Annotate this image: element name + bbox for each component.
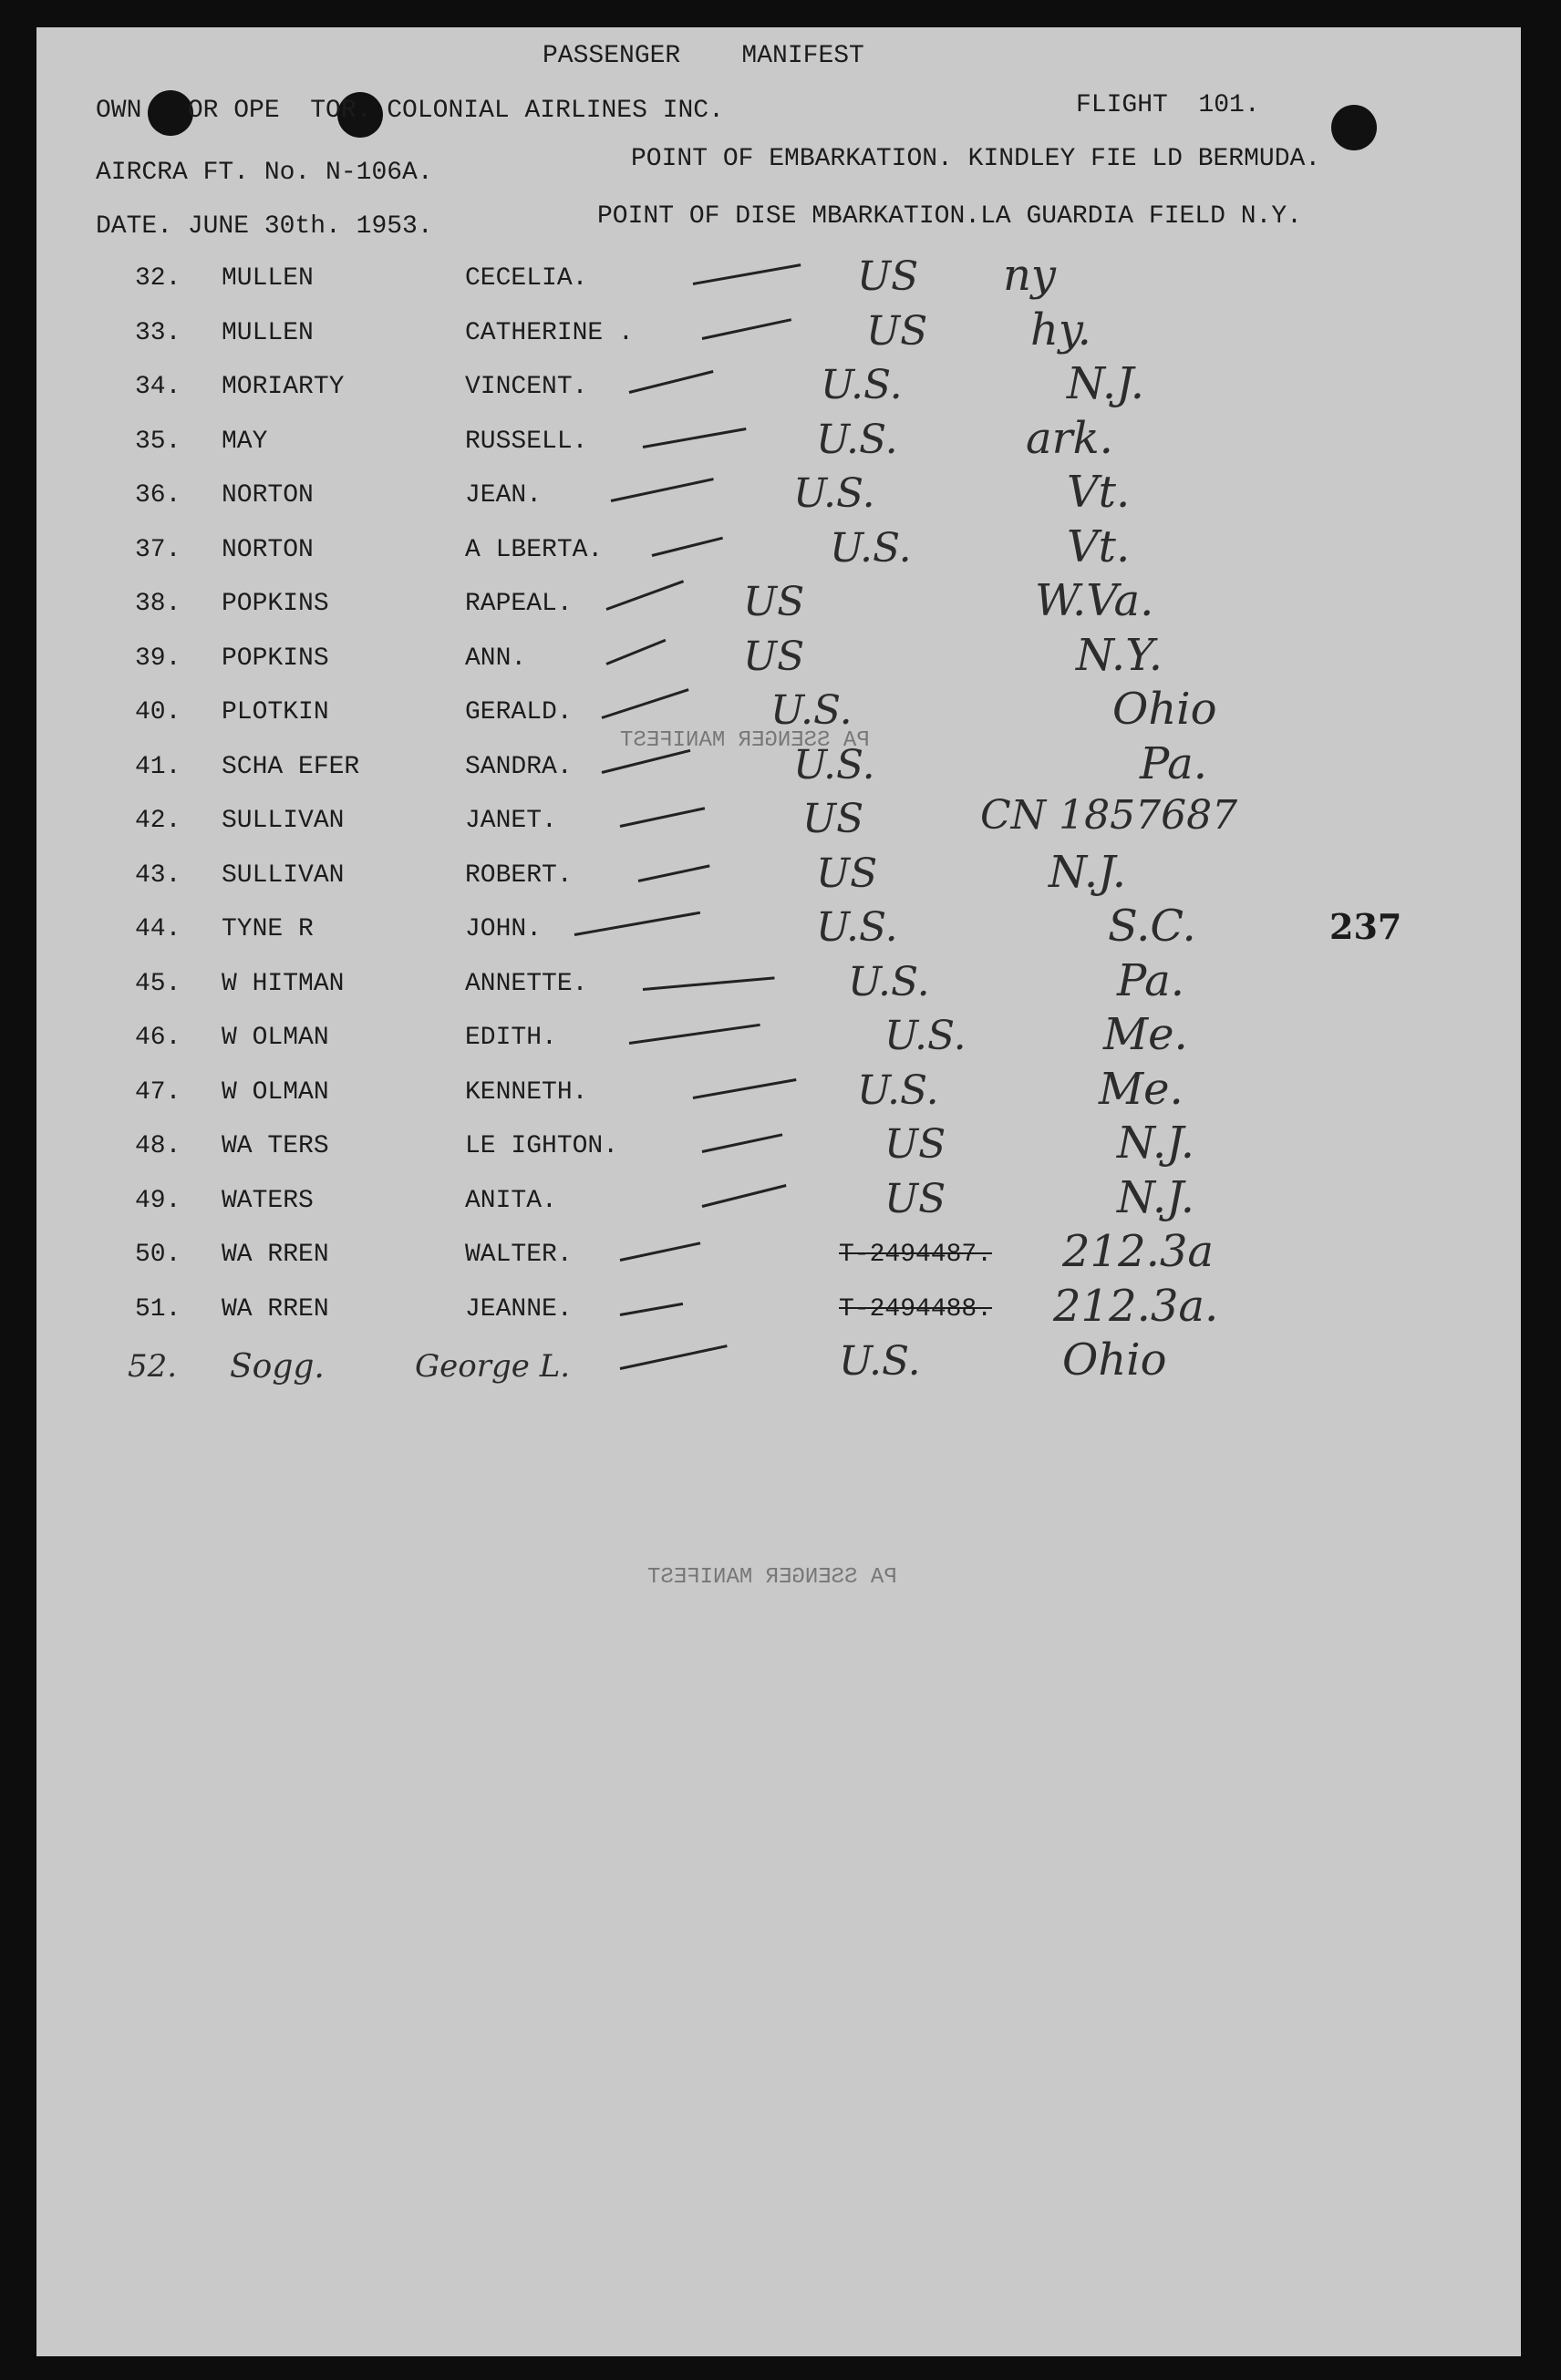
check-stroke xyxy=(693,263,801,285)
given-name: GERALD. xyxy=(465,698,573,726)
row-number: 44. xyxy=(135,915,181,943)
nationality: U.S. xyxy=(793,470,875,517)
nationality: US xyxy=(866,307,928,355)
bleed-through-text-2: PA SSENGER MANIFEST xyxy=(647,1565,897,1590)
check-stroke xyxy=(620,807,706,828)
surname: WATERS xyxy=(222,1186,314,1215)
manifest-title: PASSENGER MANIFEST xyxy=(543,42,864,70)
destination: Pa. xyxy=(1140,737,1208,789)
nationality: US xyxy=(884,1175,946,1222)
row-number: 42. xyxy=(135,807,181,835)
given-name: EDITH. xyxy=(465,1024,557,1052)
given-name: CATHERINE . xyxy=(465,318,634,347)
row-number: 34. xyxy=(135,373,181,401)
surname: W OLMAN xyxy=(222,1024,329,1052)
nationality: U.S. xyxy=(884,1013,967,1059)
destination: Vt. xyxy=(1067,467,1131,518)
surname: TYNE R xyxy=(222,915,314,943)
given-name: ANNETTE. xyxy=(465,969,588,998)
row-number: 50. xyxy=(135,1241,181,1269)
destination: Ohio xyxy=(1112,684,1217,735)
passenger-row xyxy=(36,1063,1521,1135)
destination: N.J. xyxy=(1067,358,1144,409)
row-number: 48. xyxy=(135,1132,181,1160)
destination: S.C. xyxy=(1108,901,1196,952)
surname: NORTON xyxy=(222,481,314,510)
row-number: 40. xyxy=(135,698,181,726)
passenger-row xyxy=(36,358,1521,429)
row-number: 38. xyxy=(135,590,181,618)
row-number: 39. xyxy=(135,644,181,673)
surname: MULLEN xyxy=(222,264,314,293)
surname: SULLIVAN xyxy=(222,807,345,835)
surname: MORIARTY xyxy=(222,373,345,401)
nationality: U.S. xyxy=(857,1066,939,1114)
row-number: 32. xyxy=(135,264,181,293)
destination: N.J. xyxy=(1117,1171,1194,1223)
destination: W.Va. xyxy=(1035,575,1154,626)
page-number: 237 xyxy=(1329,906,1402,947)
check-stroke xyxy=(643,428,747,448)
aircraft-number: AIRCRA FT. No. N-106A. xyxy=(96,159,433,187)
manifest-sheet xyxy=(36,27,1521,2356)
nationality: US xyxy=(743,579,805,625)
destination: Ohio xyxy=(1062,1334,1167,1386)
destination: N.J. xyxy=(1049,846,1126,898)
row-number: 35. xyxy=(135,427,181,456)
given-name: JEANNE. xyxy=(465,1294,573,1324)
given-name: KENNETH. xyxy=(465,1077,588,1107)
passenger-row xyxy=(36,304,1521,376)
given-name: JOHN. xyxy=(465,915,543,943)
passenger-row xyxy=(36,1334,1521,1406)
row-number: 51. xyxy=(135,1294,181,1324)
given-name: WALTER. xyxy=(465,1241,573,1269)
passenger-row xyxy=(36,1171,1521,1243)
surname: MAY xyxy=(222,427,268,456)
passenger-row xyxy=(36,467,1521,538)
passenger-row xyxy=(36,1118,1521,1189)
bleed-through-text-1: PA SSENGER MANIFEST xyxy=(620,728,870,753)
surname: W OLMAN xyxy=(222,1077,329,1107)
nationality: U.S. xyxy=(816,904,898,951)
check-stroke xyxy=(702,1133,783,1153)
destination: N.J. xyxy=(1117,1118,1194,1169)
check-stroke xyxy=(620,1242,701,1262)
given-name: George L. xyxy=(415,1348,571,1385)
row-number: 36. xyxy=(135,481,181,510)
passenger-row xyxy=(36,412,1521,484)
surname: POPKINS xyxy=(222,590,329,618)
manifest-date: DATE. JUNE 30th. 1953. xyxy=(96,212,433,241)
check-stroke xyxy=(652,536,723,556)
nationality: U.S. xyxy=(830,524,912,572)
check-stroke xyxy=(643,976,775,991)
owner-operator: OWN OR OPE TOR. COLONIAL AIRLINES INC. xyxy=(96,97,724,125)
nationality: US xyxy=(802,796,864,842)
point-of-disembarkation: POINT OF DISE MBARKATION.LA GUARDIA FIELD N.Y. xyxy=(597,202,1302,231)
destination: Pa. xyxy=(1117,954,1185,1006)
nationality: T-2494488. xyxy=(839,1294,993,1324)
passenger-row xyxy=(36,1280,1521,1352)
check-stroke xyxy=(629,1024,760,1045)
passenger-row xyxy=(36,1009,1521,1080)
given-name: CECELIA. xyxy=(465,264,588,293)
check-stroke xyxy=(620,1302,683,1315)
surname: WA RREN xyxy=(222,1241,329,1269)
row-number: 45. xyxy=(135,969,181,998)
destination: Me. xyxy=(1103,1009,1188,1060)
punch-hole-right xyxy=(1331,105,1377,150)
surname: SCHA EFER xyxy=(222,752,360,781)
surname: Sogg. xyxy=(230,1348,325,1386)
passenger-row xyxy=(36,250,1521,321)
destination: ny xyxy=(1003,250,1057,301)
nationality: US xyxy=(743,633,805,680)
passenger-row xyxy=(36,1226,1521,1297)
destination: hy. xyxy=(1030,304,1091,355)
surname: MULLEN xyxy=(222,318,314,347)
row-number: 49. xyxy=(135,1186,181,1215)
given-name: LE IGHTON. xyxy=(465,1132,619,1160)
given-name: JEAN. xyxy=(465,481,543,510)
nationality: US xyxy=(857,253,919,300)
passenger-row xyxy=(36,792,1521,863)
destination: CN 1857687 xyxy=(980,792,1238,839)
nationality: U.S. xyxy=(770,687,853,734)
nationality: U.S. xyxy=(793,741,875,788)
flight-number: FLIGHT 101. xyxy=(1076,91,1260,119)
row-number: 46. xyxy=(135,1024,181,1052)
row-number: 41. xyxy=(135,752,181,781)
surname: PLOTKIN xyxy=(222,698,329,726)
nationality: U.S. xyxy=(816,416,898,463)
given-name: ANITA. xyxy=(465,1186,557,1215)
nationality: U.S. xyxy=(848,958,930,1005)
nationality: US xyxy=(884,1121,946,1168)
destination: 212.3a xyxy=(1062,1226,1215,1277)
check-stroke xyxy=(693,1078,797,1099)
given-name: RUSSELL. xyxy=(465,427,588,456)
surname: WA RREN xyxy=(222,1294,329,1324)
surname: W HITMAN xyxy=(222,969,345,998)
row-number: 33. xyxy=(135,318,181,347)
surname: SULLIVAN xyxy=(222,860,345,890)
given-name: A LBERTA. xyxy=(465,535,604,564)
surname: POPKINS xyxy=(222,644,329,673)
given-name: JANET. xyxy=(465,807,557,835)
row-number: 52. xyxy=(128,1348,178,1385)
row-number: 37. xyxy=(135,535,181,564)
check-stroke xyxy=(638,864,710,882)
passenger-row xyxy=(36,846,1521,918)
given-name: VINCENT. xyxy=(465,373,588,401)
destination: ark. xyxy=(1026,412,1113,464)
check-stroke xyxy=(702,318,791,340)
given-name: ROBERT. xyxy=(465,860,573,890)
destination: Me. xyxy=(1099,1063,1184,1115)
given-name: ANN. xyxy=(465,644,527,673)
row-number: 47. xyxy=(135,1077,181,1107)
destination: N.Y. xyxy=(1076,629,1163,681)
point-of-embarkation: POINT OF EMBARKATION. KINDLEY FIE LD BERMUDA. xyxy=(631,145,1321,173)
nationality: U.S. xyxy=(839,1338,921,1385)
passenger-row xyxy=(36,901,1521,972)
row-number: 43. xyxy=(135,860,181,890)
nationality: US xyxy=(816,850,878,897)
destination: Vt. xyxy=(1067,520,1131,572)
passenger-row xyxy=(36,954,1521,1026)
destination: 212.3a. xyxy=(1053,1280,1219,1332)
surname: WA TERS xyxy=(222,1132,329,1160)
given-name: RAPEAL. xyxy=(465,590,573,618)
nationality: U.S. xyxy=(821,362,903,408)
nationality: T-2494487. xyxy=(839,1241,993,1269)
given-name: SANDRA. xyxy=(465,752,573,781)
surname: NORTON xyxy=(222,535,314,564)
